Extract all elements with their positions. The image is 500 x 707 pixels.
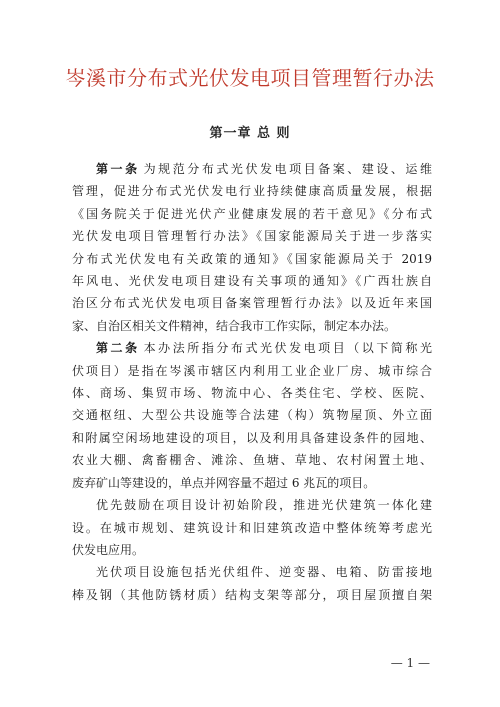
text-line	[72, 337, 432, 359]
line-text: 伏发电应用。	[72, 542, 145, 557]
line-text: 分布式光伏发电有关政策的通知》《国家能源局关于 2019	[72, 251, 432, 266]
line-text: 优先鼓励在项目设计初始阶段，推进光伏建筑一体化建	[96, 498, 432, 513]
text-line	[72, 427, 432, 449]
article-number: 第一条	[96, 162, 140, 176]
text-line	[72, 539, 432, 561]
text-line	[72, 292, 432, 314]
text-line	[72, 270, 432, 292]
line-text: 设。在城市规划、建筑设计和旧建筑改造中整体统筹考虑光	[72, 520, 432, 535]
line-text: 交通枢纽、大型公共设施等合法建（构）筑物屋顶、外立面	[72, 408, 432, 423]
line-text: 本办法所指分布式光伏发电项目（以下简称光	[143, 341, 432, 356]
paragraph	[72, 158, 432, 337]
text-line	[72, 584, 432, 606]
document-title: 岑溪市分布式光伏发电项目管理暂行办法	[65, 66, 435, 90]
text-line	[72, 203, 432, 225]
line-text: 光伏发电项目管理暂行办法》《国家能源局关于进一步落实	[72, 229, 432, 244]
text-line	[72, 180, 432, 202]
text-line	[72, 449, 432, 471]
text-line	[72, 517, 432, 539]
line-text: 光伏项目设施包括光伏组件、逆变器、电箱、防雷接地	[96, 565, 432, 580]
text-line	[72, 225, 432, 247]
text-line	[72, 494, 432, 516]
paragraph	[72, 561, 432, 606]
paragraph	[72, 494, 432, 561]
text-line	[72, 472, 432, 494]
line-text: 伏项目）是指在岑溪市辖区内利用工业企业厂房、城市综合	[72, 363, 432, 378]
line-text: 年风电、光伏发电项目建设有关事项的通知》《广西壮族自	[72, 274, 432, 289]
text-line	[72, 561, 432, 583]
line-text: 管理，促进分布式光伏发电行业持续健康高质量发展，根据	[72, 184, 432, 199]
article-number: 第二条	[96, 341, 140, 356]
text-line	[72, 158, 432, 180]
line-text: 体、商场、集贸市场、物流中心、各类住宅、学校、医院、	[72, 386, 432, 401]
line-text: 《国务院关于促进光伏产业健康发展的若干意见》《分布式	[72, 206, 432, 221]
page-number: — 1 —	[390, 656, 430, 670]
line-text: 农业大棚、禽畜棚舍、滩涂、鱼塘、草地、农村闲置土地、	[72, 453, 432, 468]
line-text: 和附属空闲场地建设的项目，以及利用具备建设条件的园地、	[72, 430, 432, 445]
text-line	[72, 248, 432, 270]
text-line	[72, 382, 432, 404]
line-text: 为规范分布式光伏发电项目备案、建设、运维	[143, 162, 432, 176]
line-text: 治区分布式光伏发电项目备案管理暂行办法》以及近年来国	[72, 296, 432, 311]
text-line	[72, 315, 432, 337]
text-line	[72, 360, 432, 382]
document-body	[72, 158, 432, 606]
chapter-heading: 第一章 总 则	[209, 126, 291, 141]
line-text: 废弃矿山等建设的，单点并网容量不超过 6 兆瓦的项目。	[72, 475, 376, 490]
line-text: 棒及钢（其他防锈材质）结构支架等部分，项目屋顶擅自架	[72, 587, 432, 602]
line-text: 家、自治区相关文件精神，结合我市工作实际，制定本办法。	[72, 318, 397, 333]
text-line	[72, 404, 432, 426]
paragraph	[72, 337, 432, 494]
